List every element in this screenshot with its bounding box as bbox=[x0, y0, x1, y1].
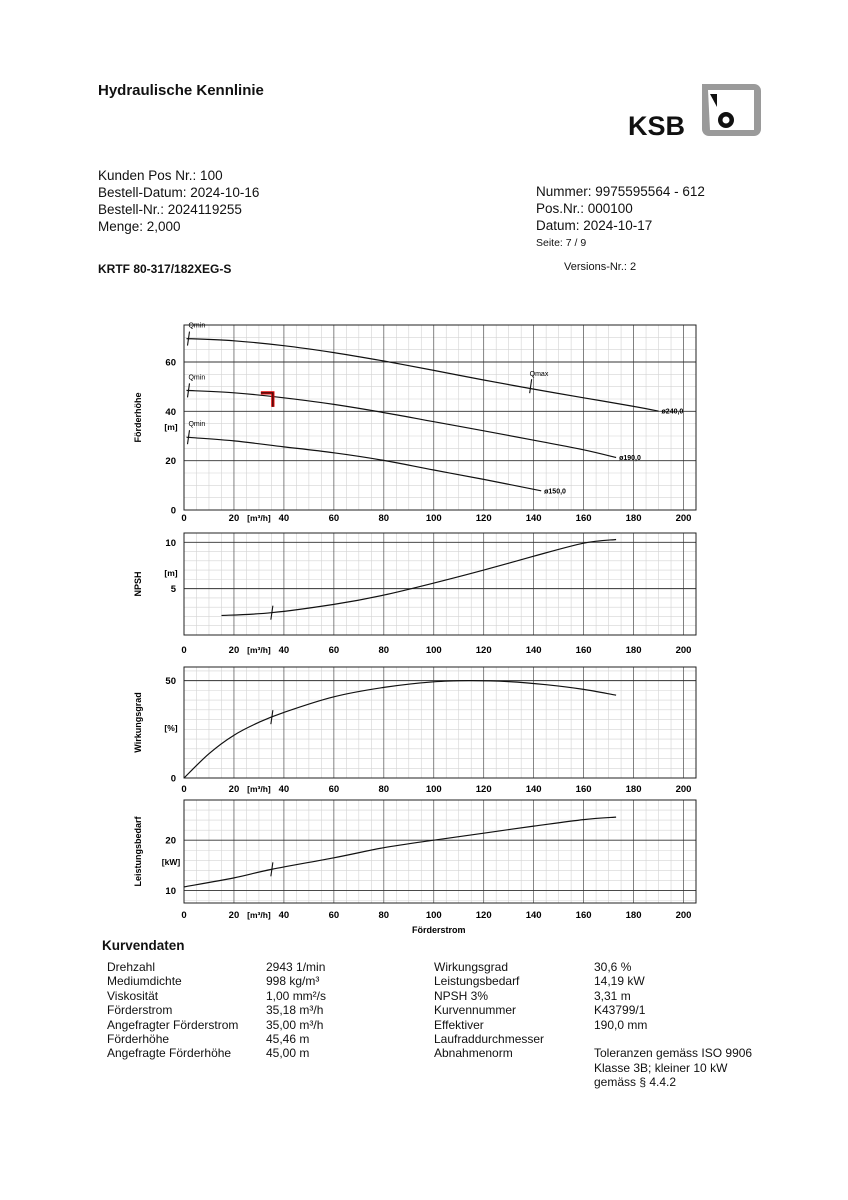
x-tick-label: 140 bbox=[525, 784, 542, 795]
x-tick-label: 180 bbox=[625, 910, 642, 921]
version-number: Versions-Nr.: 2 bbox=[564, 261, 637, 273]
x-tick-label: 120 bbox=[475, 910, 492, 921]
value-density: 998 kg/m³ bbox=[266, 974, 320, 989]
label-requested-flow: Angefragter Förderstrom bbox=[107, 1017, 239, 1032]
x-tick-label: 60 bbox=[328, 910, 340, 921]
y-tick-label: 10 bbox=[165, 885, 176, 897]
label-effective: Effektiver bbox=[434, 1017, 484, 1032]
y-unit-label: [m] bbox=[164, 422, 178, 432]
page-number: Seite: 7 / 9 bbox=[536, 237, 587, 249]
x-tick-label: 160 bbox=[575, 513, 592, 524]
x-tick-label: 0 bbox=[181, 784, 187, 795]
quantity: Menge: 2,000 bbox=[98, 219, 181, 234]
x-tick-label: 120 bbox=[475, 645, 492, 656]
x-unit-label: [m³/h] bbox=[247, 513, 271, 523]
y-unit-label: [%] bbox=[164, 723, 178, 733]
y-axis-title: Leistungsbedarf bbox=[133, 816, 143, 887]
y-tick-label: 20 bbox=[165, 456, 176, 468]
x-unit-label: [m³/h] bbox=[247, 784, 271, 794]
chart-panel-3 bbox=[133, 667, 696, 795]
plot-frame bbox=[184, 667, 696, 778]
x-tick-label: 60 bbox=[328, 513, 340, 524]
label-requested-head: Angefragte Förderhöhe bbox=[107, 1046, 232, 1061]
y-tick-label: 0 bbox=[170, 773, 176, 785]
x-tick-label: 180 bbox=[625, 513, 642, 524]
value-requested-head: 45,00 m bbox=[266, 1046, 310, 1061]
x-tick-label: 20 bbox=[228, 910, 240, 921]
chart-panel-1 bbox=[133, 323, 696, 524]
curve-data-labels-1 bbox=[107, 960, 238, 1061]
x-unit-label: [m³/h] bbox=[247, 910, 271, 920]
x-tick-label: 0 bbox=[181, 513, 187, 524]
x-tick-label: 100 bbox=[425, 784, 442, 795]
x-tick-label: 80 bbox=[378, 784, 390, 795]
x-tick-label: 80 bbox=[378, 645, 390, 656]
x-tick-label: 160 bbox=[575, 645, 592, 656]
value-speed: 2943 1/min bbox=[266, 960, 326, 974]
y-unit-label: [m] bbox=[164, 568, 178, 578]
plot-frame bbox=[184, 533, 696, 635]
x-tick-label: 100 bbox=[425, 513, 442, 524]
x-tick-label: 80 bbox=[378, 513, 390, 524]
label-density: Mediumdichte bbox=[107, 974, 182, 989]
y-tick-label: 50 bbox=[165, 676, 176, 688]
chart-panel-4 bbox=[133, 800, 696, 935]
y-tick-label: 40 bbox=[165, 406, 176, 418]
x-tick-label: 200 bbox=[675, 645, 692, 656]
x-tick-label: 20 bbox=[228, 513, 240, 524]
series-label: ø240,0 bbox=[661, 408, 684, 416]
y-tick-label: 0 bbox=[170, 505, 176, 517]
x-tick-label: 20 bbox=[228, 784, 240, 795]
pump-model: KRTF 80-317/182XEG-S bbox=[98, 262, 232, 276]
x-tick-label: 60 bbox=[328, 784, 340, 795]
x-tick-label: 120 bbox=[475, 784, 492, 795]
x-tick-label: 180 bbox=[625, 784, 642, 795]
value-flow: 35,18 m³/h bbox=[266, 1003, 324, 1018]
x-tick-label: 100 bbox=[425, 910, 442, 921]
label-speed: Drehzahl bbox=[107, 960, 156, 974]
chart-panel-2 bbox=[133, 533, 696, 656]
value-empty bbox=[594, 1032, 754, 1046]
curve-data-values-2 bbox=[594, 960, 754, 1090]
x-tick-label: 20 bbox=[228, 645, 240, 656]
y-tick-label: 5 bbox=[170, 584, 176, 596]
x-tick-label: 120 bbox=[475, 513, 492, 524]
series-line bbox=[184, 817, 616, 887]
tolerance-note: Toleranzen gemäss ISO 9906 Klasse 3B; kleiner 10 kW gemäss § 4.4.2 bbox=[594, 1046, 753, 1090]
series-label: ø190,0 bbox=[619, 454, 641, 462]
value-power: 14,19 kW bbox=[594, 974, 645, 989]
value-curve-number: K43799/1 bbox=[594, 1003, 646, 1018]
value-viscosity: 1,00 mm²/s bbox=[266, 988, 327, 1003]
label-power: Leistungsbedarf bbox=[434, 974, 520, 989]
x-tick-label: 200 bbox=[675, 784, 692, 795]
y-axis-title: NPSH bbox=[133, 571, 143, 597]
y-tick-label: 10 bbox=[165, 537, 176, 549]
x-tick-label: 200 bbox=[675, 513, 692, 524]
annotation-label: Qmax bbox=[529, 371, 549, 379]
pos-number: Pos.Nr.: 000100 bbox=[536, 201, 633, 216]
label-flow: Förderstrom bbox=[107, 1003, 173, 1018]
x-tick-label: 160 bbox=[575, 910, 592, 921]
label-head: Förderhöhe bbox=[107, 1031, 170, 1046]
series-label: ø150,0 bbox=[544, 488, 566, 496]
x-tick-label: 200 bbox=[675, 910, 692, 921]
x-tick-label: 60 bbox=[328, 645, 340, 656]
curve-data-title: Kurvendaten bbox=[102, 938, 185, 953]
value-npsh: 3,31 m bbox=[594, 988, 631, 1003]
label-acceptance-standard: Abnahmenorm bbox=[434, 1046, 513, 1061]
limit-tick bbox=[530, 379, 532, 393]
order-date: Bestell-Datum: 2024-10-16 bbox=[98, 185, 260, 200]
value-impeller-diameter: 190,0 mm bbox=[594, 1017, 648, 1032]
x-tick-label: 40 bbox=[278, 910, 290, 921]
value-efficiency: 30,6 % bbox=[594, 960, 632, 974]
y-tick-label: 60 bbox=[165, 357, 176, 369]
value-requested-flow: 35,00 m³/h bbox=[266, 1017, 324, 1032]
label-efficiency: Wirkungsgrad bbox=[434, 960, 509, 974]
label-curve-number: Kurvennummer bbox=[434, 1003, 517, 1018]
order-number: Bestell-Nr.: 2024119255 bbox=[98, 202, 242, 217]
series-line bbox=[187, 437, 542, 491]
plot-frame bbox=[184, 322, 696, 510]
label-viscosity: Viskosität bbox=[107, 988, 159, 1003]
y-axis-title: Wirkungsgrad bbox=[133, 692, 143, 753]
x-tick-label: 100 bbox=[425, 645, 442, 656]
annotation-label: Qmin bbox=[188, 374, 206, 382]
label-impeller-diameter: Laufraddurchmesser bbox=[434, 1031, 545, 1046]
curve-data-labels-2 bbox=[434, 960, 544, 1061]
annotation-label: Qmin bbox=[188, 322, 206, 330]
curve-data-values-1 bbox=[266, 960, 326, 1061]
x-tick-label: 160 bbox=[575, 784, 592, 795]
x-tick-label: 140 bbox=[525, 513, 542, 524]
logo-text: KSB bbox=[628, 111, 686, 140]
x-tick-label: 180 bbox=[625, 645, 642, 656]
x-tick-label: 40 bbox=[278, 513, 290, 524]
x-unit-label: [m³/h] bbox=[247, 645, 271, 655]
doc-number: Nummer: 9975595564 - 612 bbox=[536, 184, 705, 199]
annotation-label: Qmin bbox=[188, 421, 206, 429]
x-tick-label: 0 bbox=[181, 645, 187, 656]
x-axis-title: Förderstrom bbox=[411, 925, 466, 935]
x-tick-label: 40 bbox=[278, 784, 290, 795]
label-npsh: NPSH 3% bbox=[434, 988, 489, 1003]
y-tick-label: 20 bbox=[165, 835, 176, 847]
value-head: 45,46 m bbox=[266, 1031, 310, 1046]
y-axis-title: Förderhöhe bbox=[133, 392, 143, 443]
plot-frame bbox=[184, 800, 696, 903]
doc-date: Datum: 2024-10-17 bbox=[536, 218, 653, 233]
x-tick-label: 40 bbox=[278, 645, 290, 656]
customer-pos: Kunden Pos Nr.: 100 bbox=[98, 168, 223, 183]
x-tick-label: 0 bbox=[181, 910, 187, 921]
y-unit-label: [kW] bbox=[161, 857, 181, 867]
series-line bbox=[222, 540, 617, 616]
page-title: Hydraulische Kennlinie bbox=[98, 82, 264, 99]
x-tick-label: 140 bbox=[525, 645, 542, 656]
x-tick-label: 80 bbox=[378, 910, 390, 921]
x-tick-label: 140 bbox=[525, 910, 542, 921]
